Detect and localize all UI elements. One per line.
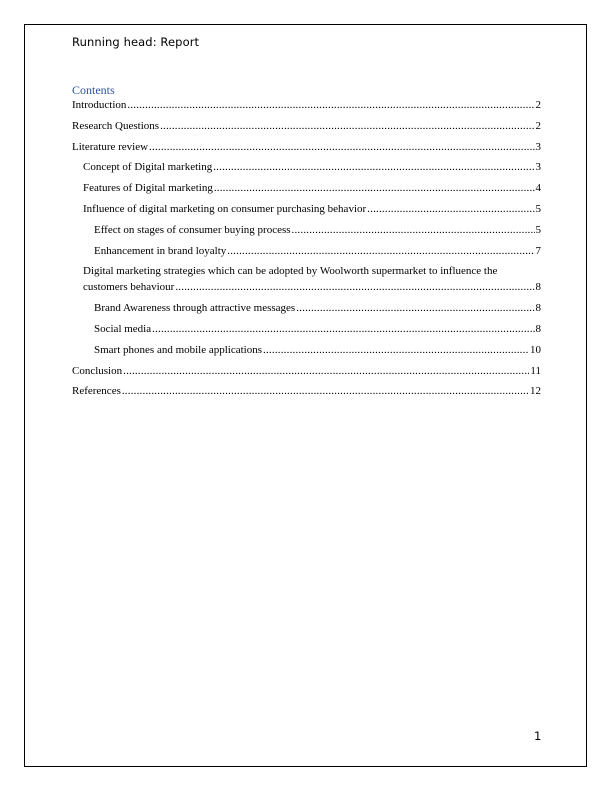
toc-dot-leader	[292, 223, 535, 238]
toc-entry-page: 5	[535, 202, 541, 215]
toc-dot-leader	[175, 280, 534, 295]
toc-entry-effect-on-stages[interactable]	[72, 223, 541, 238]
toc-entry-page: 8	[535, 322, 541, 335]
toc-entry-brand-awareness[interactable]	[72, 301, 541, 316]
toc-entry-title: Literature review	[72, 140, 149, 153]
toc-dot-leader	[123, 364, 529, 379]
toc-dot-leader	[122, 384, 529, 399]
toc-dot-leader	[149, 140, 534, 155]
toc-entry-page: 2	[535, 99, 541, 111]
toc-entry-features-of-digital-marketing[interactable]	[72, 181, 541, 196]
toc-entry-page: 11	[530, 364, 541, 377]
toc-dot-leader	[263, 343, 529, 358]
toc-entry-references[interactable]	[72, 384, 541, 399]
toc-entry-page: 7	[535, 244, 541, 257]
toc-entry-introduction[interactable]	[72, 98, 541, 113]
toc-entry-page: 8	[535, 281, 541, 294]
toc-entry-page: 3	[535, 161, 541, 174]
toc-dot-leader	[127, 98, 534, 113]
toc-dot-leader	[214, 181, 535, 196]
toc-entry-page: 3	[535, 140, 541, 153]
toc-entry-page: 2	[535, 119, 541, 132]
table-of-contents	[72, 98, 541, 405]
toc-entry-title: Social media	[94, 322, 152, 335]
toc-entry-title: Concept of Digital marketing	[83, 161, 213, 174]
toc-entry-title: Research Questions	[72, 119, 160, 132]
toc-entry-conclusion[interactable]	[72, 364, 541, 379]
toc-dot-leader	[367, 202, 534, 217]
toc-entry-research-questions[interactable]	[72, 119, 541, 134]
toc-entry-social-media[interactable]	[72, 322, 541, 337]
running-head: Running head: Report	[72, 35, 200, 49]
toc-entry-title: Influence of digital marketing on consumer purchasing behavior	[83, 202, 367, 215]
toc-entry-page: 4	[535, 182, 541, 195]
toc-entry-digital-marketing-strategies[interactable]	[72, 264, 541, 295]
toc-entry-title-line2: customers behaviour	[83, 281, 175, 294]
toc-dot-leader	[213, 160, 534, 175]
toc-entry-title: Brand Awareness through attractive messages	[94, 302, 296, 315]
page-number: 1	[534, 729, 542, 743]
toc-heading: Contents	[72, 83, 115, 97]
toc-dot-leader	[296, 301, 534, 316]
toc-entry-smart-phones[interactable]	[72, 343, 541, 358]
toc-dot-leader	[152, 322, 534, 337]
toc-entry-literature-review[interactable]	[72, 140, 541, 155]
toc-dot-leader	[160, 119, 534, 134]
toc-entry-title: Introduction	[72, 99, 127, 111]
toc-entry-title: Smart phones and mobile applications	[94, 343, 263, 356]
toc-entry-title: Effect on stages of consumer buying process	[94, 223, 291, 236]
toc-entry-title: References	[72, 385, 121, 398]
toc-entry-concept-of-digital-marketing[interactable]	[72, 160, 541, 175]
toc-entry-page: 5	[535, 223, 541, 236]
toc-entry-title: Conclusion	[72, 364, 123, 377]
toc-entry-title: Features of Digital marketing	[83, 182, 213, 195]
toc-entry-influence-of-digital-marketing[interactable]	[72, 202, 541, 217]
toc-entry-enhancement-in-brand-loyalty[interactable]	[72, 244, 541, 259]
toc-entry-page: 8	[535, 302, 541, 315]
toc-entry-page: 10	[530, 343, 541, 356]
toc-entry-title: Enhancement in brand loyalty	[94, 244, 227, 257]
toc-entry-title-line1: Digital marketing strategies which can be adopted by Woolworth supermarket to influence the	[83, 265, 498, 278]
toc-entry-page: 12	[530, 385, 541, 398]
toc-dot-leader	[227, 244, 534, 259]
